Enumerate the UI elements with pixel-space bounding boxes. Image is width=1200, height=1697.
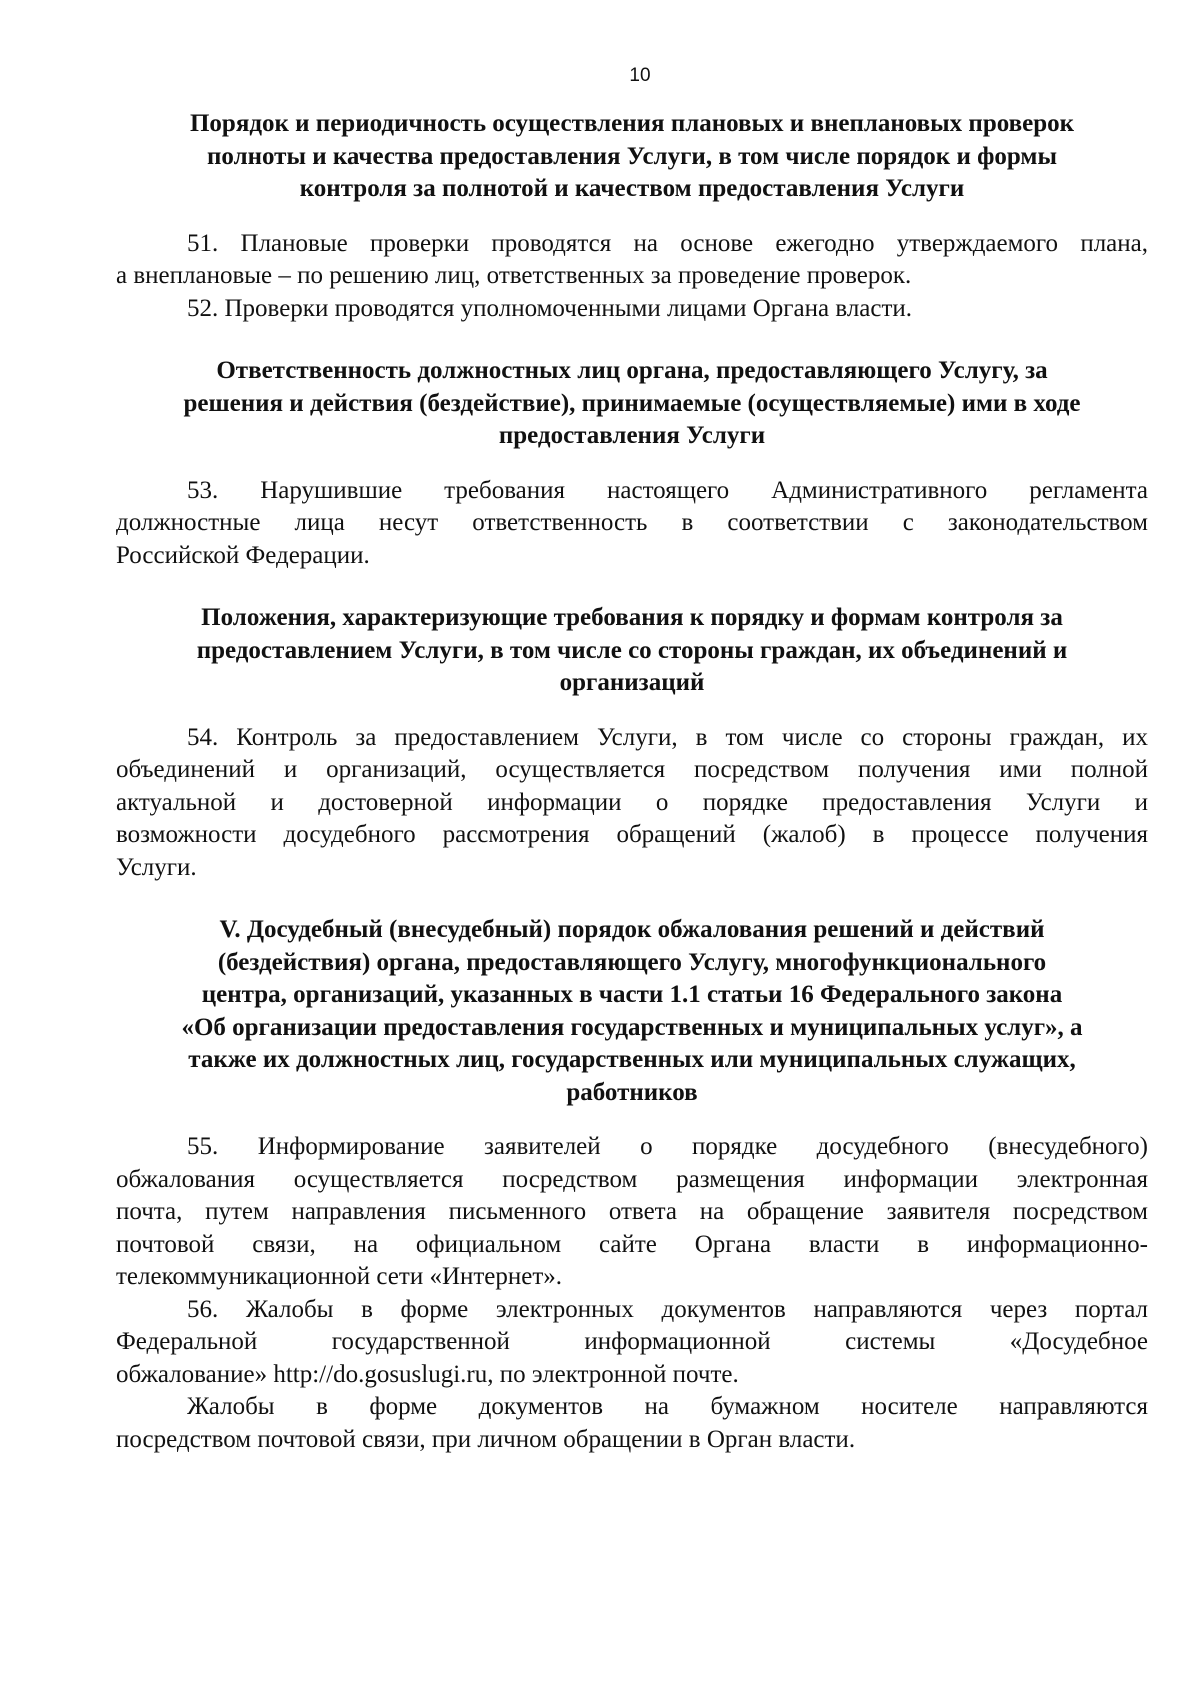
heading-line: (бездействия) органа, предоставляющего Услугу, многофункционального: [217, 948, 1047, 976]
heading-line: полноты и качества предоставления Услуги, в том числе порядок и формы: [207, 142, 1057, 170]
paragraph-line: обжалование» http://do.gosuslugi.ru, по электронной почте.: [116, 1360, 739, 1388]
section-heading-responsibility: [116, 355, 1148, 453]
heading-line: контроля за полнотой и качеством предоставления Услуги: [299, 175, 965, 202]
heading-line: Порядок и периодичность осуществления плановых и внеплановых проверок: [189, 110, 1075, 137]
paragraph-line: актуальной и достоверной информации о порядке предоставления Услуги и: [116, 788, 1148, 816]
heading-line: Положения, характеризующие требования к порядку и формам контроля за: [201, 604, 1063, 631]
heading-line: также их должностных лиц, государственных или муниципальных служащих,: [188, 1046, 1076, 1073]
paragraph-line: 56. Жалобы в форме электронных документов направляются через портал: [187, 1295, 1148, 1323]
paragraph-line: телекоммуникационной сети «Интернет».: [116, 1263, 563, 1290]
section-heading-control-provisions: [116, 602, 1148, 700]
paragraph-53: [116, 475, 1148, 573]
paragraph-line: возможности досудебного рассмотрения обращений (жалоб) в процессе получения: [116, 821, 1148, 848]
paragraph-line: Федеральной государственной информационной системы «Досудебное: [116, 1328, 1148, 1355]
heading-line: V. Досудебный (внесудебный) порядок обжалования решений и действий: [219, 916, 1045, 943]
section-heading-inspections: [116, 108, 1148, 206]
paragraph-line: посредством почтовой связи, при личном обращении в Орган власти.: [116, 1425, 856, 1453]
heading-line: предоставлением Услуги, в том числе со стороны граждан, их объединений и: [196, 636, 1068, 664]
paragraph-line: Российской Федерации.: [116, 541, 370, 569]
heading-line: решения и действия (бездействие), принимаемые (осуществляемые) ими в ходе: [183, 389, 1081, 417]
heading-line: Ответственность должностных лиц органа, предоставляющего Услугу, за: [216, 357, 1048, 384]
paragraph-line: 52. Проверки проводятся уполномоченными лицами Органа власти.: [187, 294, 913, 322]
heading-line: центра, организаций, указанных в части 1.1 статьи 16 Федерального закона: [201, 981, 1063, 1008]
heading-line: организаций: [559, 669, 705, 696]
paragraph-line: 55. Информирование заявителей о порядке досудебного (внесудебного): [187, 1133, 1148, 1160]
heading-line: предоставления Услуги: [498, 422, 766, 449]
paragraph-52: [116, 293, 1148, 326]
section-heading-pretrial-appeal: [116, 914, 1148, 1109]
document-page: [116, 62, 1148, 1456]
paragraph-line: должностные лица несут ответственность в соответствии с законодательством: [116, 509, 1148, 536]
paragraph-line: Жалобы в форме документов на бумажном носителе направляются: [187, 1393, 1148, 1420]
paragraph-line: 54. Контроль за предоставлением Услуги, в том числе со стороны граждан, их: [187, 723, 1148, 751]
paragraph-line: а внеплановые – по решению лиц, ответственных за проведение проверок.: [116, 262, 912, 289]
heading-line: работников: [566, 1078, 698, 1106]
paragraph-line: Услуги.: [116, 853, 197, 881]
paragraph-51: [116, 228, 1148, 293]
heading-line: «Об организации предоставления государственных и муниципальных услуг», а: [181, 1013, 1083, 1041]
paragraph-56: [116, 1294, 1148, 1392]
paragraph-55: [116, 1131, 1148, 1294]
paragraph-paper-complaints: [116, 1391, 1148, 1456]
paragraph-line: 51. Плановые проверки проводятся на основе ежегодно утверждаемого плана,: [187, 229, 1148, 257]
paragraph-line: 53. Нарушившие требования настоящего Административного регламента: [187, 476, 1148, 504]
paragraph-54: [116, 722, 1148, 885]
paragraph-line: почта, путем направления письменного ответа на обращение заявителя посредством: [116, 1198, 1148, 1225]
paragraph-line: объединений и организаций, осуществляется посредством получения ими полной: [116, 756, 1148, 783]
paragraph-line: почтовой связи, на официальном сайте Органа власти в информационно-: [116, 1230, 1148, 1258]
paragraph-line: обжалования осуществляется посредством размещения информации электронная: [116, 1165, 1148, 1193]
page-number: 10: [629, 65, 651, 86]
